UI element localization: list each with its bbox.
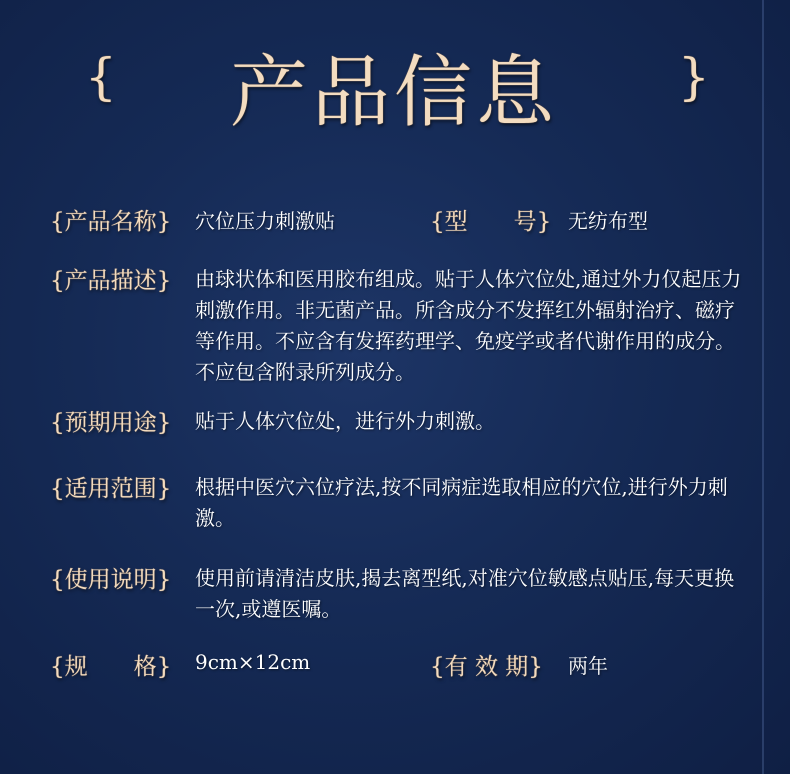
scope-value: 根据中医穴六位疗法,按不同病症选取相应的穴位,进行外力刺激。 — [195, 475, 728, 530]
intended-use-value: 贴于人体穴位处，进行外力刺激。 — [195, 409, 495, 433]
row-scope — [50, 470, 750, 534]
description-label: {产品描述} — [50, 268, 172, 294]
validity-value: 两年 — [568, 654, 608, 678]
spec-label: {规 格} — [50, 654, 172, 680]
header — [0, 30, 790, 140]
title-brace-right: } — [678, 48, 710, 106]
model-value: 无纺布型 — [568, 209, 648, 233]
product-name-label: {产品名称} — [50, 209, 172, 235]
title-brace-left: { — [85, 48, 117, 106]
model-label: {型 号} — [430, 209, 552, 235]
row-intended-use — [50, 404, 750, 438]
page-title: 产品信息 — [230, 48, 559, 138]
row-name-model — [50, 203, 750, 237]
row-description — [50, 262, 750, 386]
product-name-value: 穴位压力刺激贴 — [195, 209, 335, 233]
spec-value: 9cm×12cm — [195, 650, 311, 674]
description-value: 由球状体和医用胶布组成。贴于人体穴位处,通过外力仅起压力刺激作用。非无菌产品。所含成分不发挥红外辐射治疗、磁疗等作用。不应含有发挥药理学、免疫学或者代谢作用的成分。不应包含附录所列成分。 — [195, 267, 742, 384]
instructions-label: {使用说明} — [50, 567, 172, 593]
validity-label: {有 效 期} — [430, 654, 543, 680]
scope-label: {适用范围} — [50, 476, 172, 502]
row-spec-validity — [50, 648, 750, 682]
instructions-value: 使用前请清洁皮肤,揭去离型纸,对准穴位敏感点贴压,每天更换一次,或遵医嘱。 — [195, 566, 735, 621]
intended-use-label: {预期用途} — [50, 410, 172, 436]
row-instructions — [50, 561, 750, 625]
